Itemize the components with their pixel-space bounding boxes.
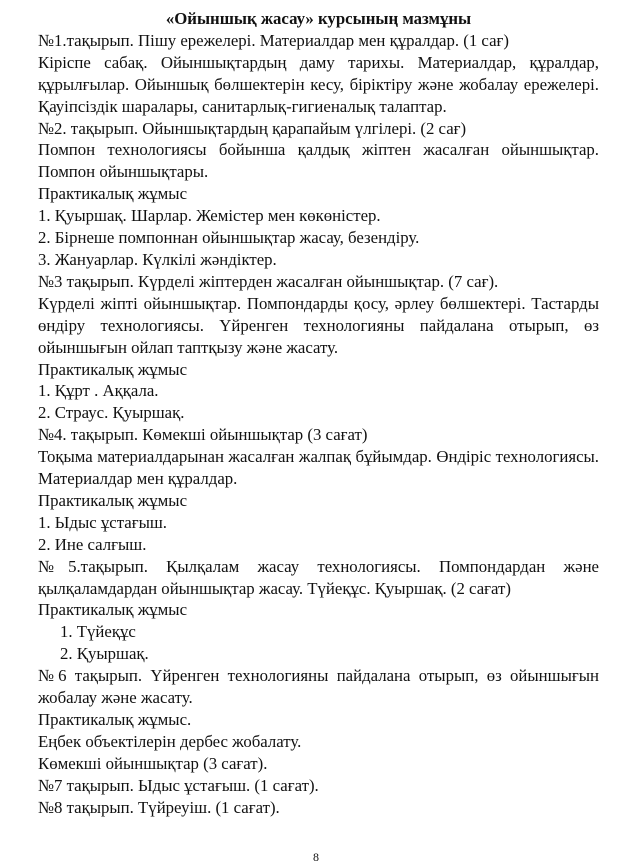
text-line: №7 тақырып. Ыдыс ұстағыш. (1 сағат). [38, 775, 319, 795]
document-page [38, 8, 599, 819]
text-line: Практикалық жұмыс [38, 600, 188, 620]
text-line: №3 тақырып. Күрделі жіптерден жасалған ойыншықтар. (7 сағ). [38, 271, 499, 291]
text-line: Практикалық жұмыс [38, 359, 188, 379]
list-item: 1. Түйеқұс [60, 622, 136, 642]
text-line: 1. Құрт . Аққала. [38, 381, 159, 401]
text-line: Практикалық жұмыс [38, 184, 188, 204]
paragraph: Помпон технологиясы бойынша қалдық жіптен жасалған ойыншықтар. Помпон ойыншықтары. [38, 140, 599, 182]
text-line: 3. Жануарлар. Күлкілі жәндіктер. [38, 249, 277, 269]
text-line: №4. тақырып. Көмекші ойыншықтар (3 сағат) [38, 425, 368, 445]
page-title: «Ойыншық жасау» курсының мазмұны [165, 9, 472, 28]
document-body [38, 30, 599, 819]
page-number: 8 [313, 850, 319, 864]
paragraph: Тоқыма материалдарынан жасалған жалпақ бұйымдар. Өндіріс технологиясы. Материалдар мен құралдар. [38, 447, 599, 489]
text-line: Көмекші ойыншықтар (3 сағат). [38, 753, 268, 773]
paragraph: №5.тақырып. Қылқалам жасау технологиясы. Помпондардан және қылқаламдардан ойыншықтар жасау. Түйеқұс. Қуыршақ. (2 сағат) [38, 556, 599, 598]
text-line: 1. Ыдыс ұстағыш. [38, 512, 167, 532]
text-line: 2. Страус. Қуыршақ. [38, 403, 185, 423]
text-line: 1. Қуыршақ. Шарлар. Жемістер мен көкөністер. [38, 206, 381, 226]
text-line: Практикалық жұмыс [38, 490, 188, 510]
paragraph: №6 тақырып. Үйренген технологияны пайдалана отырып, өз ойыншығын жобалау және жасату. [38, 666, 599, 708]
text-line: 2. Ине салғыш. [38, 534, 147, 554]
text-line: Практикалық жұмыс. [38, 710, 192, 729]
text-line: Еңбек объектілерін дербес жобалату. [38, 731, 302, 751]
text-line: 2. Бірнеше помпоннан ойыншықтар жасау, безендіру. [38, 228, 420, 248]
list-item: 2. Қуыршақ. [60, 644, 149, 664]
paragraph: Кіріспе сабақ. Ойыншықтардың даму тарихы. Материалдар, құралдар, құрылғылар. Ойыншық бөлшектерін кесу, біріктіру және жобалау ережелері. Қауіпсіздік шаралары, санитарлық-гигиеналық талаптар. [38, 52, 599, 116]
text-line: №1.тақырып. Пішу ережелері. Материалдар мен құралдар. (1 сағ) [38, 30, 510, 50]
paragraph: Күрделі жіпті ойыншықтар. Помпондарды қосу, әрлеу бөлшектері. Тастарды өндіру технологиясы. Үйренген технологияны пайдалана отырып, өз ойыншығын ойлап таптқызу және жасату. [38, 293, 599, 357]
text-line: №2. тақырып. Ойыншықтардың қарапайым үлгілері. (2 сағ) [38, 118, 467, 138]
text-line: №8 тақырып. Түйреуіш. (1 сағат). [38, 797, 280, 817]
